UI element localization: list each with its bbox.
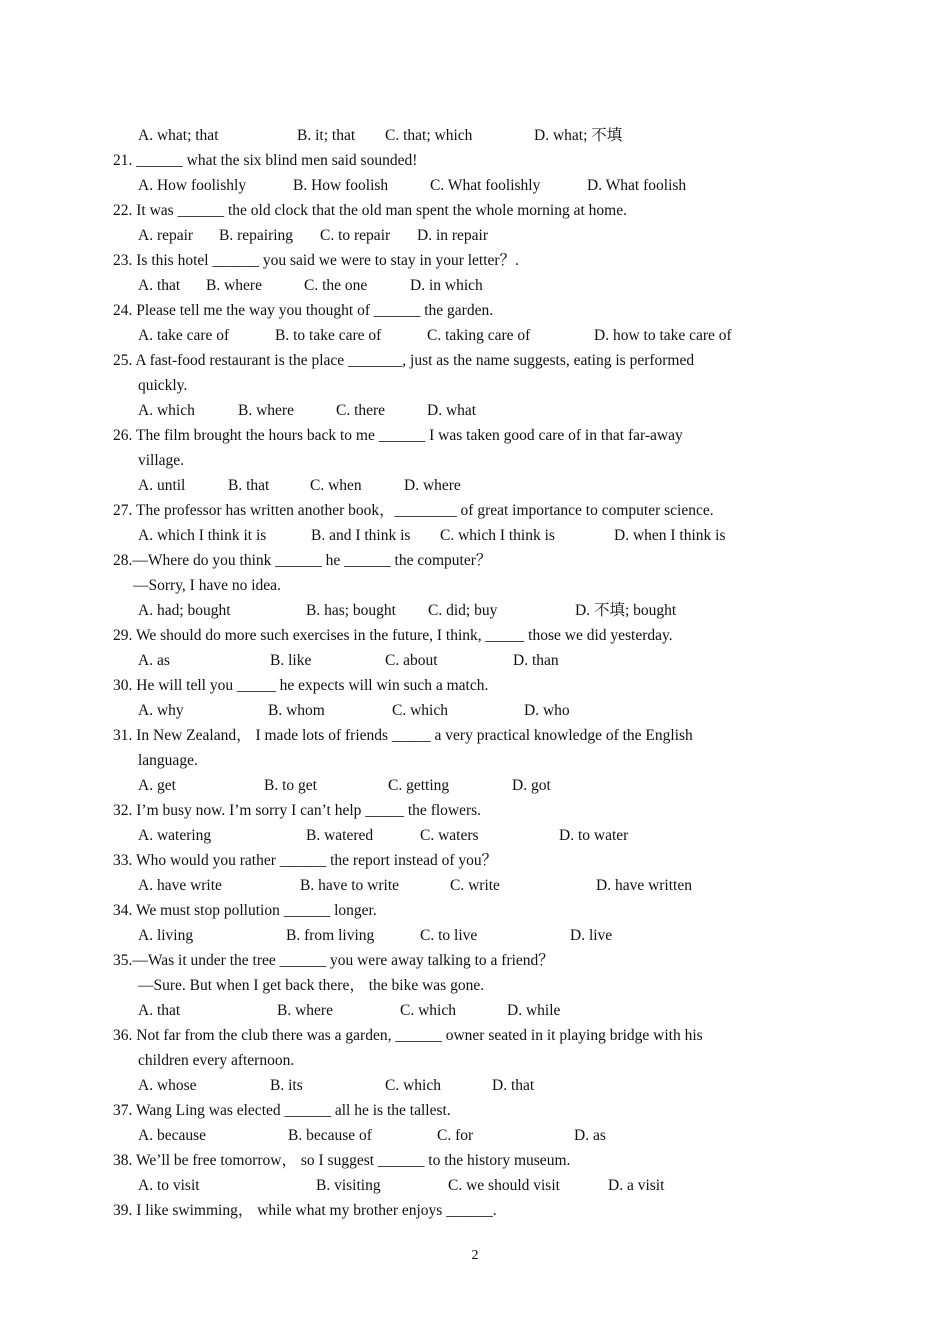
answer-option: A. what; that [138,127,219,144]
answer-option: A. which [138,402,195,419]
answer-option: B. where [277,1002,333,1019]
answer-option: D. What foolish [587,177,687,194]
answer-option: C. the one [304,277,368,294]
answer-option: D. as [574,1127,606,1144]
answer-option: D. where [404,477,461,494]
answer-option: B. How foolish [293,177,389,194]
answer-option: C. did; buy [428,602,498,619]
answer-option: A. as [138,652,170,669]
answer-option: A. How foolishly [138,177,247,194]
answer-option: C. to live [420,927,478,944]
answer-option: A. that [138,1002,181,1019]
answer-option: C. that; which [385,127,473,144]
question-line: 34. We must stop pollution ______ longer. [113,902,377,919]
question-line: —Sure. But when I get back there， the bike was gone. [138,977,485,994]
answer-option: C. when [310,477,362,494]
answer-option: A. because [138,1127,206,1144]
answer-option: A. to visit [138,1177,200,1194]
answer-option: A. whose [138,1077,197,1094]
question-line: language. [138,752,198,769]
answer-option: B. visiting [316,1177,381,1194]
answer-option: B. and I think is [311,527,411,544]
question-line: 28.—Where do you think ______ he ______ the computer？ [113,552,492,569]
question-line: 30. He will tell you _____ he expects will win such a match. [113,677,489,694]
page-number: 2 [471,1248,479,1263]
answer-option: A. have write [138,877,222,894]
answer-option: A. repair [138,227,194,244]
answer-option: A. living [138,927,194,944]
answer-option: C. write [450,877,500,894]
answer-option: D. what [427,402,477,419]
answer-option: C. which [392,702,448,719]
answer-option: D. have written [596,877,692,894]
answer-option: D. while [507,1002,561,1019]
question-line: 27. The professor has written another book，________ of great importance to computer science. [113,502,714,519]
answer-option: D. than [513,652,559,669]
answer-option: B. like [270,652,312,669]
answer-option: B. to get [264,777,317,794]
answer-option: D. a visit [608,1177,665,1194]
answer-option: B. repairing [219,227,294,244]
question-line: 32. I’m busy now. I’m sorry I can’t help _____ the flowers. [113,802,482,819]
answer-option: B. where [238,402,294,419]
answer-option: D. in which [410,277,483,294]
question-line: 38. We’ll be free tomorrow， so I suggest ______ to the history museum. [113,1152,571,1169]
question-line: 35.—Was it under the tree ______ you were away talking to a friend？ [113,952,554,969]
answer-option: B. watered [306,827,374,844]
answer-option: A. get [138,777,176,794]
answer-option: B. it; that [297,127,356,144]
answer-option: B. where [206,277,262,294]
answer-option: C. to repair [320,227,391,244]
answer-option: D. 不填; bought [575,602,677,619]
question-line: 23. Is this hotel ______ you said we were to stay in your letter？. [113,252,519,269]
answer-option: A. which I think it is [138,527,267,544]
answer-option: C. for [437,1127,474,1144]
question-line: 22. It was ______ the old clock that the old man spent the whole morning at home. [113,202,627,219]
question-line: —Sorry, I have no idea. [133,577,281,594]
answer-option: B. has; bought [306,602,396,619]
answer-option: A. until [138,477,186,494]
answer-option: B. whom [268,702,325,719]
answer-option: A. why [138,702,184,719]
answer-option: D. how to take care of [594,327,732,344]
question-line: 33. Who would you rather ______ the report instead of you？ [113,852,498,869]
answer-option: D. who [524,702,570,719]
answer-option: C. waters [420,827,479,844]
question-line: children every afternoon. [138,1052,295,1069]
answer-option: B. to take care of [275,327,382,344]
answer-option: C. which [385,1077,441,1094]
question-line: village. [138,452,185,469]
question-line: 39. I like swimming， while what my brother enjoys ______. [113,1202,497,1219]
question-line: 36. Not far from the club there was a garden, ______ owner seated in it playing bridge with his [113,1027,703,1044]
answer-option: B. that [228,477,270,494]
answer-option: D. to water [559,827,629,844]
answer-option: D. got [512,777,551,794]
answer-option: B. its [270,1077,303,1094]
answer-option: C. What foolishly [430,177,541,194]
answer-option: A. take care of [138,327,230,344]
answer-option: D. that [492,1077,535,1094]
answer-option: B. from living [286,927,375,944]
question-line: 25. A fast-food restaurant is the place _______, just as the name suggests, eating is performed [113,352,695,369]
answer-option: B. because of [288,1127,372,1144]
answer-option: C. which [400,1002,456,1019]
answer-option: C. we should visit [448,1177,560,1194]
answer-option: A. had; bought [138,602,231,619]
answer-option: C. which I think is [440,527,555,544]
answer-option: B. have to write [300,877,400,894]
answer-option: D. when I think is [614,527,726,544]
question-line: 26. The film brought the hours back to me ______ I was taken good care of in that far-away [113,427,683,444]
answer-option: C. getting [388,777,450,794]
answer-option: C. about [385,652,438,669]
question-line: 29. We should do more such exercises in the future, I think, _____ those we did yesterday. [113,627,673,644]
question-line: 24. Please tell me the way you thought of ______ the garden. [113,302,494,319]
answer-option: A. watering [138,827,212,844]
answer-option: D. what; 不填 [534,127,623,144]
question-line: 21. ______ what the six blind men said sounded! [113,152,418,169]
answer-option: D. in repair [417,227,489,244]
answer-option: D. live [570,927,613,944]
answer-option: C. there [336,402,386,419]
answer-option: C. taking care of [427,327,531,344]
question-line: 31. In New Zealand， I made lots of friends _____ a very practical knowledge of the English [113,727,693,744]
answer-option: A. that [138,277,181,294]
question-line: quickly. [138,377,188,394]
question-line: 37. Wang Ling was elected ______ all he is the tallest. [113,1102,451,1119]
